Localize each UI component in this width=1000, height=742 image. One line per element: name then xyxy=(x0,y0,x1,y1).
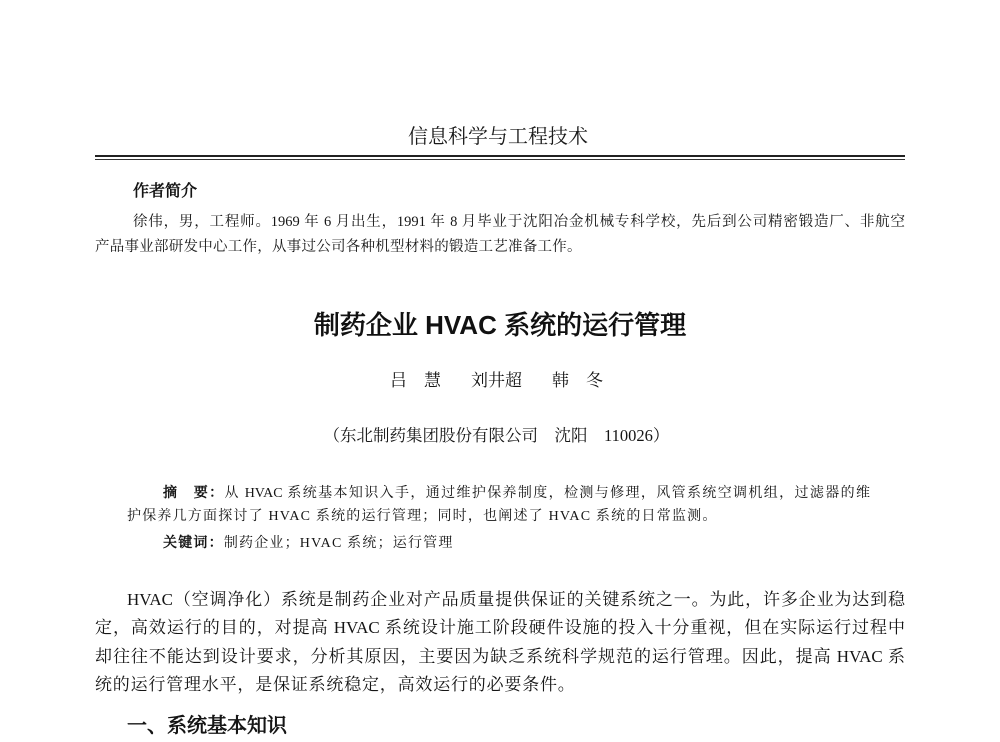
running-head: 信息科学与工程技术 xyxy=(408,126,588,148)
header-rule-thin xyxy=(95,159,905,160)
body-text-line: 定，高效运行的目的，对提高 HVAC 系统设计施工阶段硬件设施的投入十分重视，但在实际运行过程中 xyxy=(95,618,905,637)
body-text-line: HVAC（空调净化）系统是制药企业对产品质量提供保证的关键系统之一。为此，许多企业为达到稳 xyxy=(127,590,905,609)
author-name: 刘井超 xyxy=(471,371,522,390)
abstract-text: 从 HVAC 系统基本知识入手，通过维护保养制度，检测与修理，风管系统空调机组，过滤器的维 xyxy=(224,486,870,501)
author-name: 韩 冬 xyxy=(552,371,603,390)
author-bio-heading: 作者简介 xyxy=(133,183,198,200)
article-title: 制药企业 HVAC 系统的运行管理 xyxy=(313,310,687,340)
abstract-label: 摘 要： xyxy=(163,484,225,500)
author-list xyxy=(0,369,993,393)
author-name: 吕 慧 xyxy=(390,371,441,390)
keywords-label: 关键词： xyxy=(163,534,224,550)
header-rule-thick xyxy=(95,155,905,157)
body-text-line: 统的运行管理水平，是保证系统稳定，高效运行的必要条件。 xyxy=(95,675,576,694)
author-bio-line: 产品事业部研发中心工作，从事过公司各种机型材料的锻造工艺准备工作。 xyxy=(95,239,582,255)
keywords-line xyxy=(163,531,454,553)
keywords-text: 制药企业；HVAC 系统；运行管理 xyxy=(223,536,454,551)
author-affiliation: （东北制药集团股份有限公司 沈阳 110026） xyxy=(323,426,670,445)
abstract-line xyxy=(163,481,870,503)
author-bio-line: 徐伟，男，工程师。1969 年 6 月出生，1991 年 8 月毕业于沈阳冶金机械专科学校，先后到公司精密锻造厂、非航空 xyxy=(133,214,905,230)
abstract-line: 护保养几方面探讨了 HVAC 系统的运行管理；同时，也阐述了 HVAC 系统的日常监测。 xyxy=(127,509,718,524)
body-text-line: 却往往不能达到设计要求，分析其原因，主要因为缺乏系统科学规范的运行管理。因此，提高 HVAC 系 xyxy=(95,647,905,666)
section-heading: 一、系统基本知识 xyxy=(127,715,287,737)
